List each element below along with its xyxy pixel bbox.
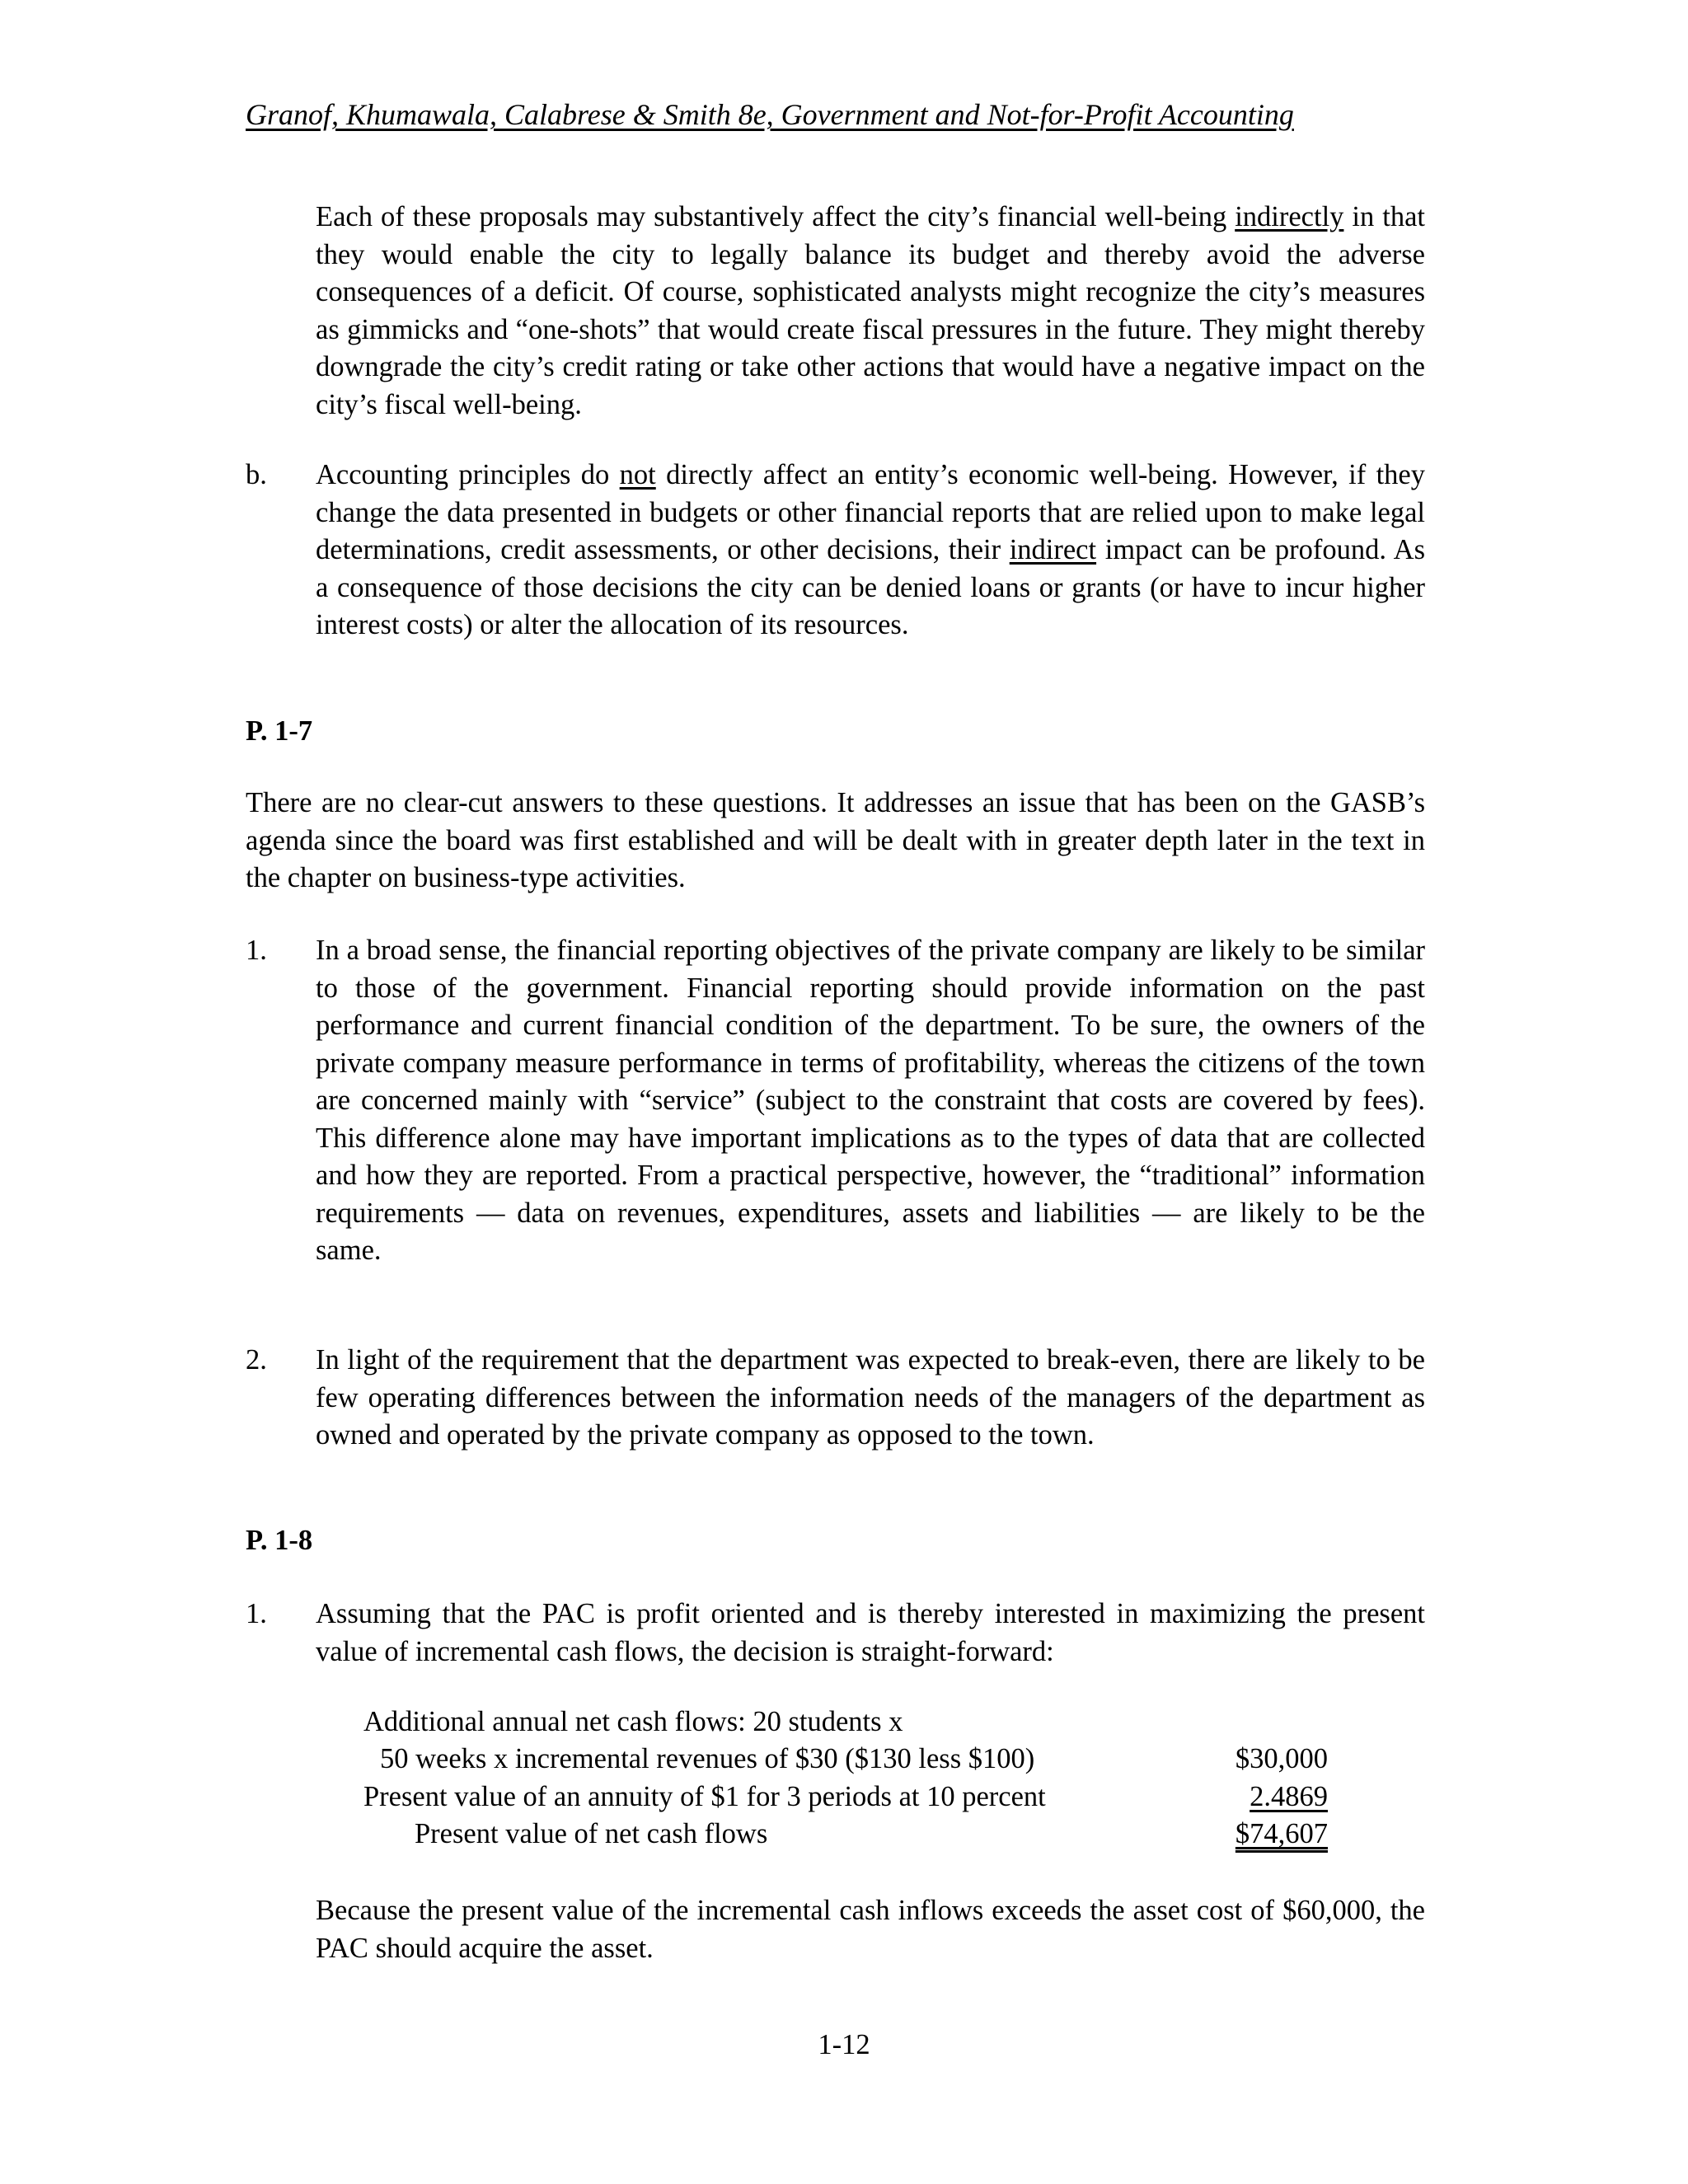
- underlined-text: not: [619, 459, 656, 490]
- text: directly affect an entity’s economic well-being. However, if they change the data presented in budgets or other financial reports that are relied upon to make legal determinations, credit assessments, or other decisions, their: [316, 459, 1425, 565]
- calc-row-label: Additional annual net cash flows: 20 students x: [363, 1706, 903, 1737]
- text: Accounting principles do: [316, 459, 620, 490]
- p1-7-intro: There are no clear-cut answers to these questions. It addresses an issue that has been on the GASB’s agenda since the board was first established and will be dealt with in greater depth later in the text in the chapter on business-type activities.: [246, 787, 1425, 893]
- calc-amount: 2.4869: [1250, 1781, 1328, 1812]
- section-heading-p1-8: P. 1-8: [246, 1525, 313, 1556]
- calc-total: $74,607: [1235, 1818, 1328, 1849]
- p1-7-item-2-text: In light of the requirement that the department was expected to break-even, there are likely to be few operating differences between the information needs of the managers of the department as owned and operated by the private company as opposed to the town.: [316, 1344, 1425, 1451]
- text: in that they would enable the city to legally balance its budget and thereby avoid the adverse consequences of a deficit. Of course, sophisticated analysts might recognize the city’s measures as gimmicks and “one-shots” that would create fiscal pressures in the future. They might thereby downgrade the city’s credit rating or take other actions that would have a negative impact on the city’s fiscal well-being.: [316, 201, 1425, 420]
- section-heading-p1-7: P. 1-7: [246, 715, 313, 747]
- calc-row-label: Present value of net cash flows: [415, 1818, 768, 1849]
- p1-8-item-1-text: Assuming that the PAC is profit oriented and is thereby interested in maximizing the present value of incremental cash flows, the decision is straight-forward:: [316, 1598, 1425, 1667]
- p1-7-item-1-text: In a broad sense, the financial reporting objectives of the private company are likely to be similar to those of the government. Financial reporting should provide information on the past performance and current financial condition of the department. To be sure, the owners of the private company measure performance in terms of profitability, whereas the citizens of the town are concerned mainly with “service” (subject to the constraint that costs are covered by fees). This difference alone may have important implications as to the types of data that are collected and how they are reported. From a practical perspective, however, the “traditional” information requirements — data on revenues, expenditures, assets and liabilities — are likely to be the same.: [316, 935, 1425, 1266]
- calc-row-label: 50 weeks x incremental revenues of $30 ($130 less $100): [380, 1743, 1035, 1774]
- p1-8-conclusion: Because the present value of the incremental cash inflows exceeds the asset cost of $60,000, the PAC should acquire the asset.: [316, 1895, 1425, 1964]
- text: Each of these proposals may substantively affect the city’s financial well-being: [316, 201, 1236, 232]
- item-b-text: [316, 457, 1425, 644]
- p1-7-item-1-label: 1.: [246, 935, 267, 966]
- underlined-text: indirect: [1009, 534, 1097, 565]
- page-number: 1-12: [818, 2029, 870, 2060]
- p1-8-item-1-label: 1.: [246, 1598, 267, 1629]
- underlined-text: indirectly: [1235, 201, 1344, 232]
- calculation-table: [363, 1704, 1328, 1860]
- text: impact can be profound. As a consequence of those decisions the city can be denied loans or grants (or have to incur higher interest costs) or alter the allocation of its resources.: [316, 534, 1425, 640]
- item-b-label: b.: [246, 459, 267, 490]
- calc-row-label: Present value of an annuity of $1 for 3 periods at 10 percent: [363, 1781, 1046, 1812]
- p1-7-item-2-label: 2.: [246, 1344, 267, 1376]
- running-header: Granof, Khumawala, Calabrese & Smith 8e, Government and Not-for-Profit Accounting: [246, 98, 1294, 131]
- calc-amount: $30,000: [1235, 1743, 1328, 1774]
- paragraph-a-continuation: [316, 199, 1425, 424]
